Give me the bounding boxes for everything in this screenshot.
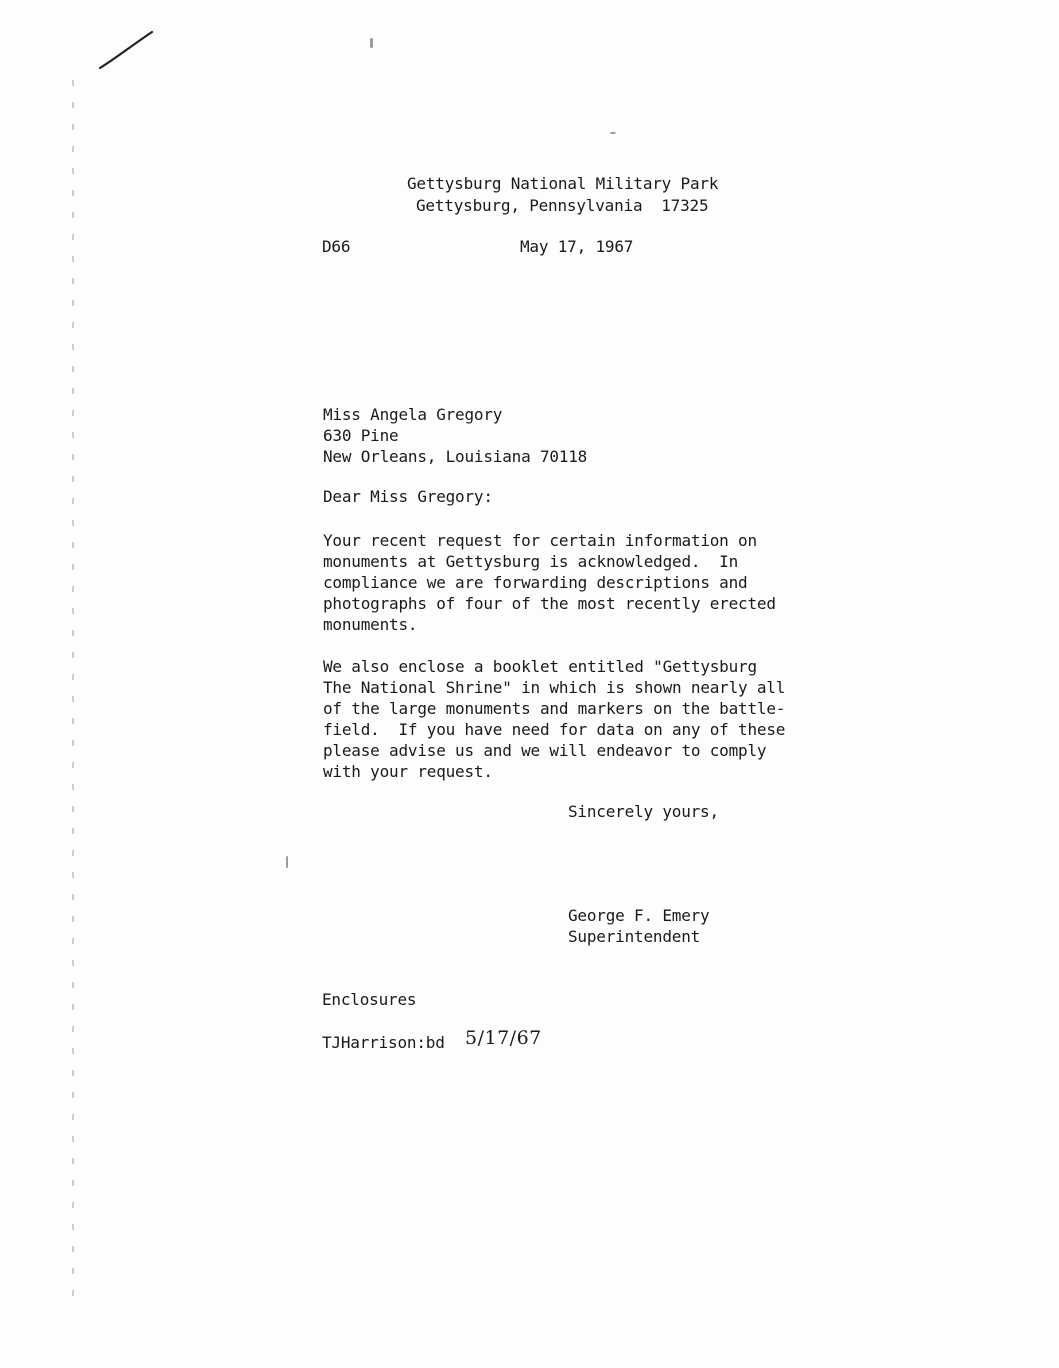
paragraph-line: We also enclose a booklet entitled "Gettysburg — [323, 657, 757, 676]
scan-speck — [610, 132, 616, 134]
pen-check-mark — [96, 28, 156, 72]
recipient-name: Miss Angela Gregory — [323, 405, 503, 424]
paragraph-line: Your recent request for certain information on — [323, 531, 757, 550]
recipient-city: New Orleans, Louisiana 70118 — [323, 447, 588, 466]
letterhead-line-1: Gettysburg National Military Park — [407, 174, 719, 193]
paragraph-line: monuments. — [323, 615, 418, 634]
enclosures-note: Enclosures — [322, 990, 417, 1009]
paragraph-line: photographs of four of the most recently erected — [323, 594, 776, 613]
paragraph-line: of the large monuments and markers on the battle- — [323, 699, 786, 718]
recipient-street: 630 Pine — [323, 426, 399, 445]
paragraph-line: monuments at Gettysburg is acknowledged. In — [323, 552, 739, 571]
signer-name: George F. Emery — [568, 906, 710, 925]
letter-date: May 17, 1967 — [520, 237, 634, 256]
scan-speck — [286, 856, 288, 868]
reference-initials: TJHarrison:bd — [322, 1033, 445, 1052]
signer-title: Superintendent — [568, 927, 701, 946]
paragraph-line: field. If you have need for data on any of these — [323, 720, 786, 739]
closing: Sincerely yours, — [568, 802, 719, 821]
reference-date: 5/17/67 — [465, 1027, 542, 1049]
file-code: D66 — [322, 237, 351, 256]
letterhead-line-2: Gettysburg, Pennsylvania 17325 — [416, 196, 709, 215]
paragraph-line: The National Shrine" in which is shown nearly all — [323, 678, 786, 697]
paragraph-line: please advise us and we will endeavor to comply — [323, 741, 767, 760]
paragraph-line: with your request. — [323, 762, 493, 781]
salutation: Dear Miss Gregory: — [323, 487, 493, 506]
paragraph-line: compliance we are forwarding descriptions and — [323, 573, 748, 592]
binding-edge-artifact — [72, 80, 74, 1300]
scan-speck — [370, 38, 373, 48]
